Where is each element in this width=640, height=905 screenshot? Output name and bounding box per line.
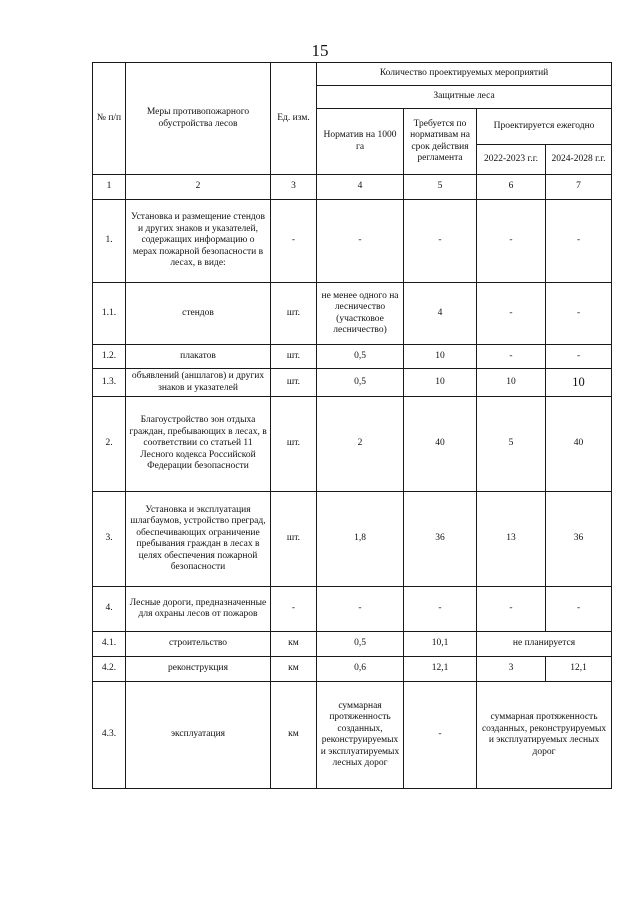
row-norm: суммарная протяженность созданных, реконструируемых и эксплуатируемых лесных дорог (317, 682, 404, 789)
header-norm: Норматив на 1000 га (317, 109, 404, 175)
row-unit: шт. (271, 283, 317, 345)
header-required: Требуется по нормативам на срок действия регламента (404, 109, 477, 175)
row-norm: не менее одного на лесничество (участковое лесничество) (317, 283, 404, 345)
row-measure: плакатов (126, 345, 271, 369)
row-period-1: 10 (477, 369, 546, 397)
row-required: 10 (404, 345, 477, 369)
row-unit: км (271, 632, 317, 657)
row-required: 40 (404, 397, 477, 492)
column-number: 4 (317, 175, 404, 200)
row-number: 4.1. (93, 632, 126, 657)
row-period-1: - (477, 200, 546, 283)
table-row (93, 200, 612, 283)
row-norm: 1,8 (317, 492, 404, 587)
row-period-1: 3 (477, 657, 546, 682)
header-projected: Проектируется ежегодно (477, 109, 612, 145)
row-number: 1.3. (93, 369, 126, 397)
header-qty: Количество проектируемых мероприятий (317, 63, 612, 86)
row-required: - (404, 587, 477, 632)
row-measure: Благоустройство зон отдыха граждан, пребывающих в лесах, в соответствии со статьей 11 Лесного кодекса Российской Федерации безопасности (126, 397, 271, 492)
row-required: 12,1 (404, 657, 477, 682)
row-unit: шт. (271, 492, 317, 587)
row-unit: шт. (271, 397, 317, 492)
table-row (93, 682, 612, 789)
row-norm: 0,5 (317, 632, 404, 657)
table-row (93, 657, 612, 682)
row-period-2: - (546, 200, 612, 283)
column-number: 1 (93, 175, 126, 200)
row-unit: км (271, 657, 317, 682)
row-norm: - (317, 200, 404, 283)
row-norm: 0,6 (317, 657, 404, 682)
row-norm: - (317, 587, 404, 632)
column-number: 7 (546, 175, 612, 200)
header-num: № п/п (93, 63, 126, 175)
row-period-1: - (477, 587, 546, 632)
row-unit: - (271, 587, 317, 632)
row-required: - (404, 682, 477, 789)
row-projected: суммарная протяженность созданных, реконструируемых и эксплуатируемых лесных дорог (477, 682, 612, 789)
row-measure: Установка и размещение стендов и других знаков и указателей, содержащих информацию о мерах пожарной безопасности в лесах, в виде: (126, 200, 271, 283)
row-measure: реконструкция (126, 657, 271, 682)
row-required: 4 (404, 283, 477, 345)
row-measure: объявлений (аншлагов) и других знаков и указателей (126, 369, 271, 397)
row-measure: строительство (126, 632, 271, 657)
row-unit: - (271, 200, 317, 283)
header-period-2: 2024-2028 г.г. (546, 145, 612, 175)
row-required: 10 (404, 369, 477, 397)
row-number: 1. (93, 200, 126, 283)
row-unit: км (271, 682, 317, 789)
row-period-1: 5 (477, 397, 546, 492)
column-number: 6 (477, 175, 546, 200)
row-number: 4.3. (93, 682, 126, 789)
row-unit: шт. (271, 369, 317, 397)
row-period-2: 12,1 (546, 657, 612, 682)
row-unit: шт. (271, 345, 317, 369)
row-number: 1.1. (93, 283, 126, 345)
row-period-1: - (477, 345, 546, 369)
row-measure: Установка и эксплуатация шлагбаумов, устройство преград, обеспечивающих ограничение пребывания граждан в лесах в целях обеспечения пожарной безопасности (126, 492, 271, 587)
header-measures: Меры противопожарного обустройства лесов (126, 63, 271, 175)
table-row (93, 632, 612, 657)
row-measure: эксплуатация (126, 682, 271, 789)
column-numbers-row (93, 175, 612, 200)
page-number: 15 (311, 41, 329, 60)
row-measure: стендов (126, 283, 271, 345)
row-period-2: - (546, 283, 612, 345)
row-number: 2. (93, 397, 126, 492)
row-required: - (404, 200, 477, 283)
row-required: 10,1 (404, 632, 477, 657)
row-period-2: - (546, 587, 612, 632)
header-period-1: 2022-2023 г.г. (477, 145, 546, 175)
row-period-2: 40 (546, 397, 612, 492)
header-unit: Ед. изм. (271, 63, 317, 175)
column-number: 2 (126, 175, 271, 200)
table-row (93, 283, 612, 345)
header-forests: Защитные леса (317, 86, 612, 109)
row-number: 3. (93, 492, 126, 587)
row-period-1: - (477, 283, 546, 345)
row-measure: Лесные дороги, предназначенные для охраны лесов от пожаров (126, 587, 271, 632)
row-period-2: 10 (546, 369, 612, 397)
table-row (93, 369, 612, 397)
table-row (93, 587, 612, 632)
row-number: 4.2. (93, 657, 126, 682)
row-number: 4. (93, 587, 126, 632)
row-norm: 0,5 (317, 345, 404, 369)
table-row (93, 397, 612, 492)
row-required: 36 (404, 492, 477, 587)
column-number: 5 (404, 175, 477, 200)
row-norm: 0,5 (317, 369, 404, 397)
row-period-1: 13 (477, 492, 546, 587)
row-projected: не планируется (477, 632, 612, 657)
row-period-2: 36 (546, 492, 612, 587)
row-number: 1.2. (93, 345, 126, 369)
table-row (93, 492, 612, 587)
row-period-2: - (546, 345, 612, 369)
row-norm: 2 (317, 397, 404, 492)
column-number: 3 (271, 175, 317, 200)
table-row (93, 345, 612, 369)
fire-measures-table (92, 62, 612, 789)
